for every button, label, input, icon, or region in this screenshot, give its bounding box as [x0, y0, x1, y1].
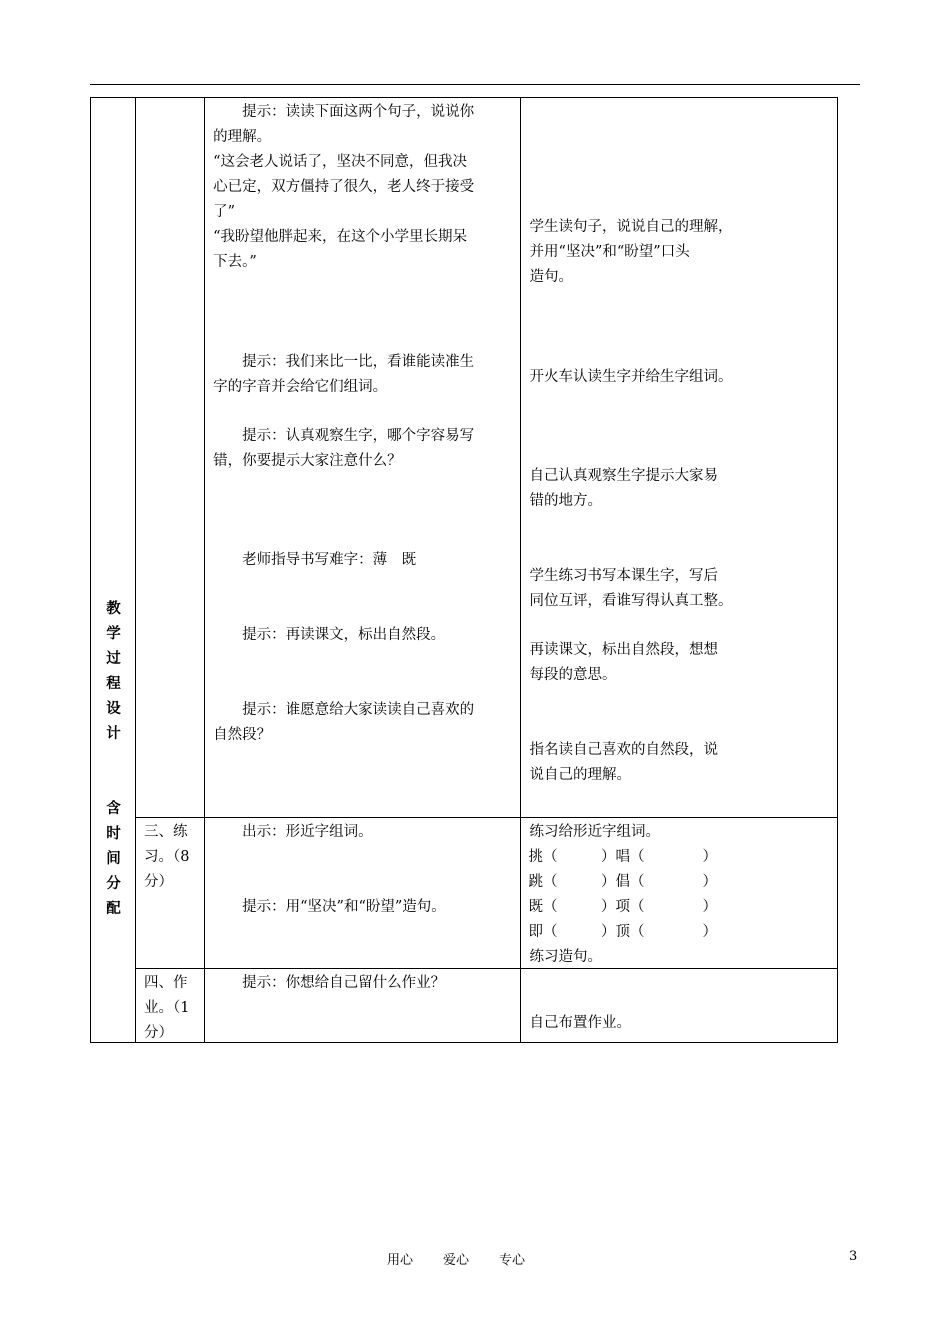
teacher-line: 错，你要提示大家注意什么？ — [213, 453, 402, 469]
exercise-row: 挑（ ）唱（ ） — [528, 849, 718, 866]
teacher-line: 自然段？ — [213, 727, 272, 743]
teacher-activity-cell — [205, 968, 520, 1042]
header-rule — [90, 84, 860, 85]
teacher-line: 提示：我们来比一比，看谁能读准生 — [213, 354, 475, 370]
teacher-line: 了” — [213, 204, 236, 220]
teacher-line: “这会老人说话了，坚决不同意，但我决 — [213, 154, 468, 170]
teacher-line: 提示：你想给自己留什么作业？ — [213, 974, 446, 991]
teacher-line: 字的字音并会给它们组词。 — [213, 379, 388, 395]
student-line: 练习给形近字组词。 — [529, 824, 661, 841]
teacher-line: 老师指导书写难字：薄 既 — [213, 552, 417, 568]
teacher-line: 心已定，双方僵持了很久，老人终于接受 — [213, 179, 475, 195]
student-line: 自己布置作业。 — [529, 1014, 632, 1031]
side-label-cell — [91, 98, 136, 1043]
teacher-line: 提示：用“坚决”和“盼望”造句。 — [213, 899, 446, 916]
teacher-line: 下去。” — [213, 254, 257, 270]
footer-item: 用心 — [387, 1253, 414, 1268]
footer-item: 爱心 — [443, 1253, 470, 1268]
teacher-line: 出示：形近字组词。 — [213, 824, 373, 841]
stage-cell-homework — [136, 968, 205, 1042]
student-line: 练习造句。 — [529, 949, 603, 966]
exercise-row: 既（ ）项（ ） — [528, 899, 718, 916]
teacher-activity-cell — [205, 98, 520, 818]
teacher-line: 提示：认真观察生字，哪个字容易写 — [213, 428, 475, 444]
stage-label: 四、作业。（1分） — [144, 974, 190, 1041]
student-line: 自己认真观察生字提示大家易 — [529, 468, 719, 484]
student-line: 学生练习书写本课生字，写后 — [529, 568, 719, 584]
stage-label: 三、练习。（8分） — [144, 824, 190, 891]
footer-item: 专心 — [499, 1253, 526, 1268]
side-label-part1: 教 学 过 程 设 计 — [106, 600, 121, 742]
exercise-row: 跳（ ）倡（ ） — [528, 874, 718, 891]
student-line: 再读课文，标出自然段，想想 — [529, 642, 719, 658]
teacher-line: 提示：再读课文，标出自然段。 — [213, 627, 446, 643]
student-line: 学生读句子，说说自己的理解， — [529, 219, 733, 235]
student-line: 指名读自己喜欢的自然段，说 — [529, 742, 719, 758]
lesson-plan-table — [90, 97, 838, 1043]
page-number: 3 — [849, 1249, 858, 1264]
student-line: 每段的意思。 — [529, 667, 617, 683]
student-activity-cell — [520, 968, 837, 1042]
student-activity-cell — [520, 98, 837, 818]
student-line: 同位互评，看谁写得认真工整。 — [529, 593, 733, 609]
exercise-row: 即（ ）顶（ ） — [528, 924, 718, 941]
stage-cell-practice — [136, 818, 205, 968]
teacher-line: “我盼望他胖起来，在这个小学里长期呆 — [213, 229, 468, 245]
teacher-line: 的理解。 — [213, 129, 272, 145]
student-line: 错的地方。 — [529, 493, 603, 509]
teacher-line: 提示：谁愿意给大家读读自己喜欢的 — [213, 702, 475, 718]
teacher-line: 提示：读读下面这两个句子，说说你 — [213, 104, 475, 120]
student-line: 说自己的理解。 — [529, 767, 632, 783]
student-activity-cell — [520, 818, 837, 968]
stage-cell-empty — [136, 98, 205, 818]
student-line: 并用“坚决”和“盼望”口头 — [529, 244, 690, 260]
page-footer — [387, 1249, 555, 1268]
side-label-part2: 含 时 间 分 配 — [106, 800, 121, 917]
student-line: 开火车认读生字并给生字组词。 — [529, 369, 733, 385]
teacher-activity-cell — [205, 818, 520, 968]
student-line: 造句。 — [529, 269, 574, 285]
